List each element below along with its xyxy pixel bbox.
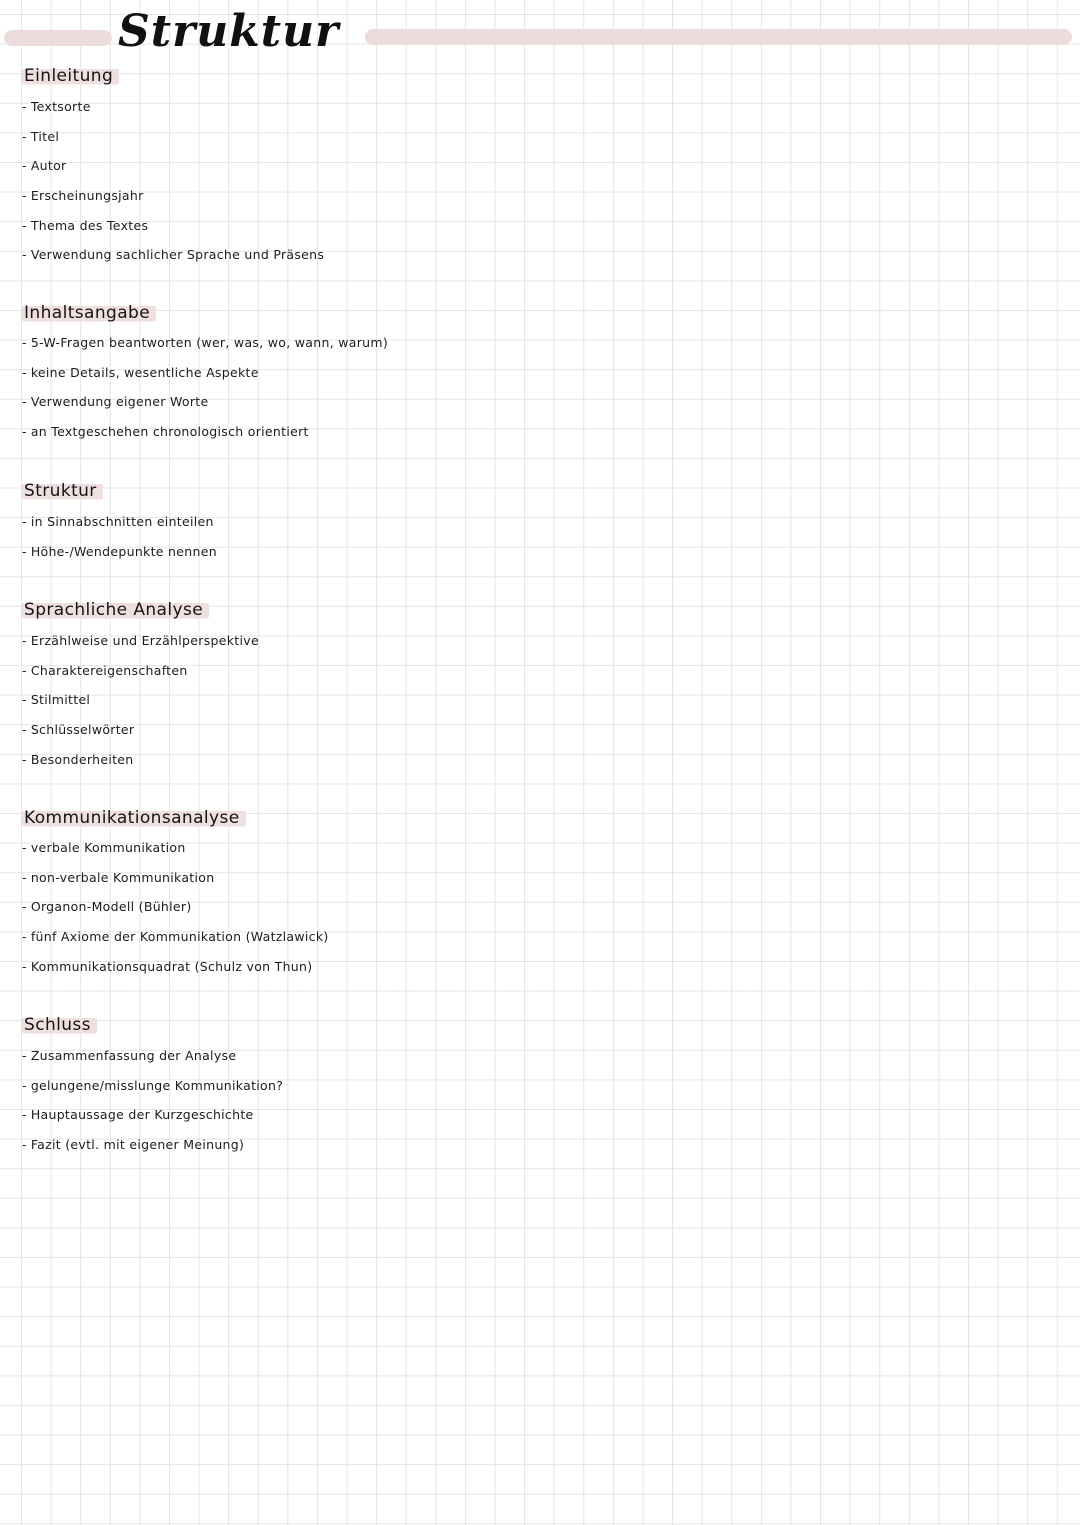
section-sprachliche-analyse	[22, 599, 259, 774]
list-item: - Verwendung eigener Worte	[22, 394, 209, 410]
item-list	[22, 92, 324, 270]
page-title: Struktur	[118, 6, 340, 57]
title-decoration-bar-left	[4, 30, 112, 46]
list-item: - keine Details, wesentliche Aspekte	[22, 364, 259, 380]
list-item: - Fazit (evtl. mit eigener Meinung)	[22, 1137, 245, 1153]
section-kommunikationsanalyse	[22, 807, 329, 981]
section-einleitung	[22, 65, 324, 270]
section-heading: Struktur	[22, 480, 103, 502]
list-item: - Erzählweise und Erzählperspektive	[22, 633, 259, 648]
list-item: - Organon-Modell (Bühler)	[22, 899, 192, 915]
item-list	[22, 833, 329, 981]
list-item: - Erscheinungsjahr	[22, 188, 144, 204]
list-item: - Charaktereigenschaften	[22, 662, 188, 678]
item-list	[22, 1041, 283, 1160]
section-inhaltsangabe	[22, 302, 388, 447]
list-item: - Schlüsselwörter	[22, 722, 135, 738]
title-decoration-bar-right	[365, 29, 1072, 45]
list-item: - Kommunikationsquadrat (Schulz von Thun)	[22, 958, 313, 974]
section-heading: Schluss	[22, 1014, 97, 1036]
section-heading: Sprachliche Analyse	[22, 599, 209, 621]
list-item: - fünf Axiome der Kommunikation (Watzlawick)	[22, 929, 329, 945]
item-list	[22, 328, 388, 447]
list-item: - in Sinnabschnitten einteilen	[22, 514, 214, 529]
section-heading: Einleitung	[22, 65, 119, 87]
list-item: - verbale Kommunikation	[22, 840, 186, 855]
list-item: - Thema des Textes	[22, 217, 149, 233]
list-item: - gelungene/misslunge Kommunikation?	[22, 1077, 284, 1093]
list-item: - Zusammenfassung der Analyse	[22, 1048, 237, 1063]
item-list	[22, 507, 217, 566]
list-item: - Hauptaussage der Kurzgeschichte	[22, 1107, 254, 1123]
list-item: - Autor	[22, 158, 67, 174]
list-item: - Titel	[22, 128, 60, 144]
list-item: - Stilmittel	[22, 692, 91, 708]
item-list	[22, 626, 259, 774]
list-item: - 5-W-Fragen beantworten (wer, was, wo, wann, warum)	[22, 335, 389, 350]
list-item: - Besonderheiten	[22, 751, 134, 767]
list-item: - non-verbale Kommunikation	[22, 869, 215, 885]
list-item: - an Textgeschehen chronologisch orientiert	[22, 424, 309, 440]
section-heading: Kommunikationsanalyse	[22, 807, 246, 829]
list-item: - Textsorte	[22, 99, 91, 114]
list-item: - Höhe-/Wendepunkte nennen	[22, 543, 217, 559]
section-schluss	[22, 1014, 283, 1160]
section-heading: Inhaltsangabe	[22, 302, 156, 324]
section-struktur	[22, 480, 217, 566]
list-item: - Verwendung sachlicher Sprache und Präsens	[22, 247, 325, 263]
